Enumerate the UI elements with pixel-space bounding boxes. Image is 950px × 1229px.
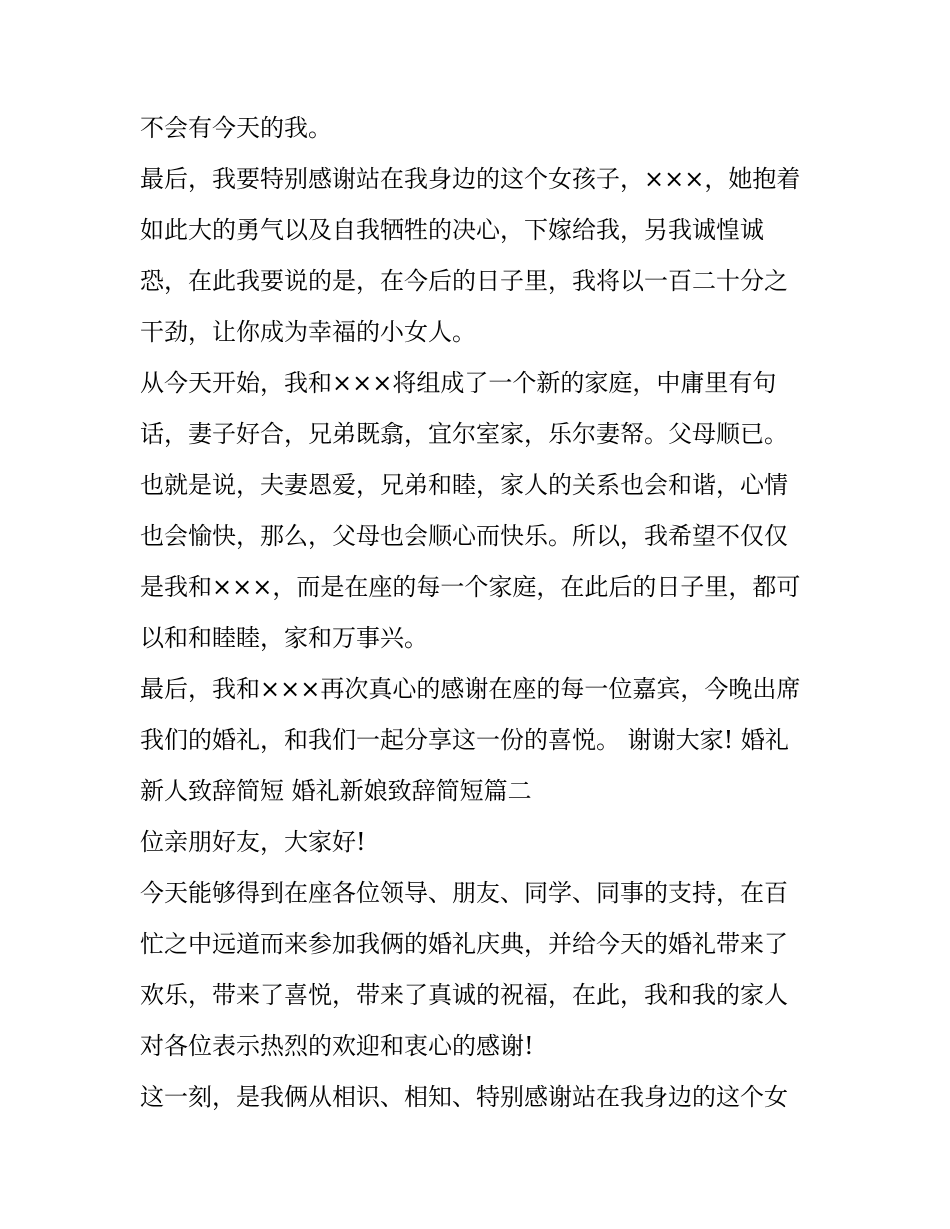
text-line-10: 是我和×××，而是在座的每一个家庭，在此后的日子里，都可	[140, 573, 801, 601]
text-line-11: 以和和睦睦，家和万事兴。	[140, 624, 428, 652]
text-line-18: 欢乐，带来了喜悦，带来了真诚的祝福，在此，我和我的家人	[140, 981, 788, 1009]
document-body	[140, 103, 830, 1123]
text-line-5: 干劲，让你成为幸福的小女人。	[140, 318, 476, 346]
text-line-20: 这一刻，是我俩从相识、相知、特别感谢站在我身边的这个女	[140, 1083, 788, 1111]
text-line-8: 也就是说，夫妻恩爱，兄弟和睦，家人的关系也会和谐，心情	[140, 471, 788, 499]
text-line-14: 新人致辞简短 婚礼新娘致辞简短篇二	[140, 777, 532, 805]
text-line-16: 今天能够得到在座各位领导、朋友、同学、同事的支持，在百	[140, 879, 788, 907]
text-line-9: 也会愉快，那么，父母也会顺心而快乐。所以，我希望不仅仅	[140, 522, 788, 550]
text-line-15: 位亲朋好友，大家好!	[140, 828, 366, 856]
text-line-12: 最后，我和×××再次真心的感谢在座的每一位嘉宾，今晚出席	[140, 675, 801, 703]
text-line-2: 最后，我要特别感谢站在我身边的这个女孩子，×××，她抱着	[140, 165, 801, 193]
text-line-6: 从今天开始，我和×××将组成了一个新的家庭，中庸里有句	[140, 369, 777, 397]
text-line-4: 恐，在此我要说的是，在今后的日子里，我将以一百二十分之	[140, 267, 788, 295]
text-line-7: 话，妻子好合，兄弟既翕，宜尔室家，乐尔妻帑。父母顺已。	[140, 420, 788, 448]
text-line-19: 对各位表示热烈的欢迎和衷心的感谢!	[140, 1032, 534, 1060]
text-line-3: 如此大的勇气以及自我牺牲的决心，下嫁给我，另我诚惶诚	[140, 216, 764, 244]
text-line-13: 我们的婚礼，和我们一起分享这一份的喜悦。 谢谢大家! 婚礼	[140, 726, 789, 754]
text-line-1: 不会有今天的我。	[140, 114, 332, 142]
text-line-17: 忙之中远道而来参加我俩的婚礼庆典，并给今天的婚礼带来了	[140, 930, 788, 958]
